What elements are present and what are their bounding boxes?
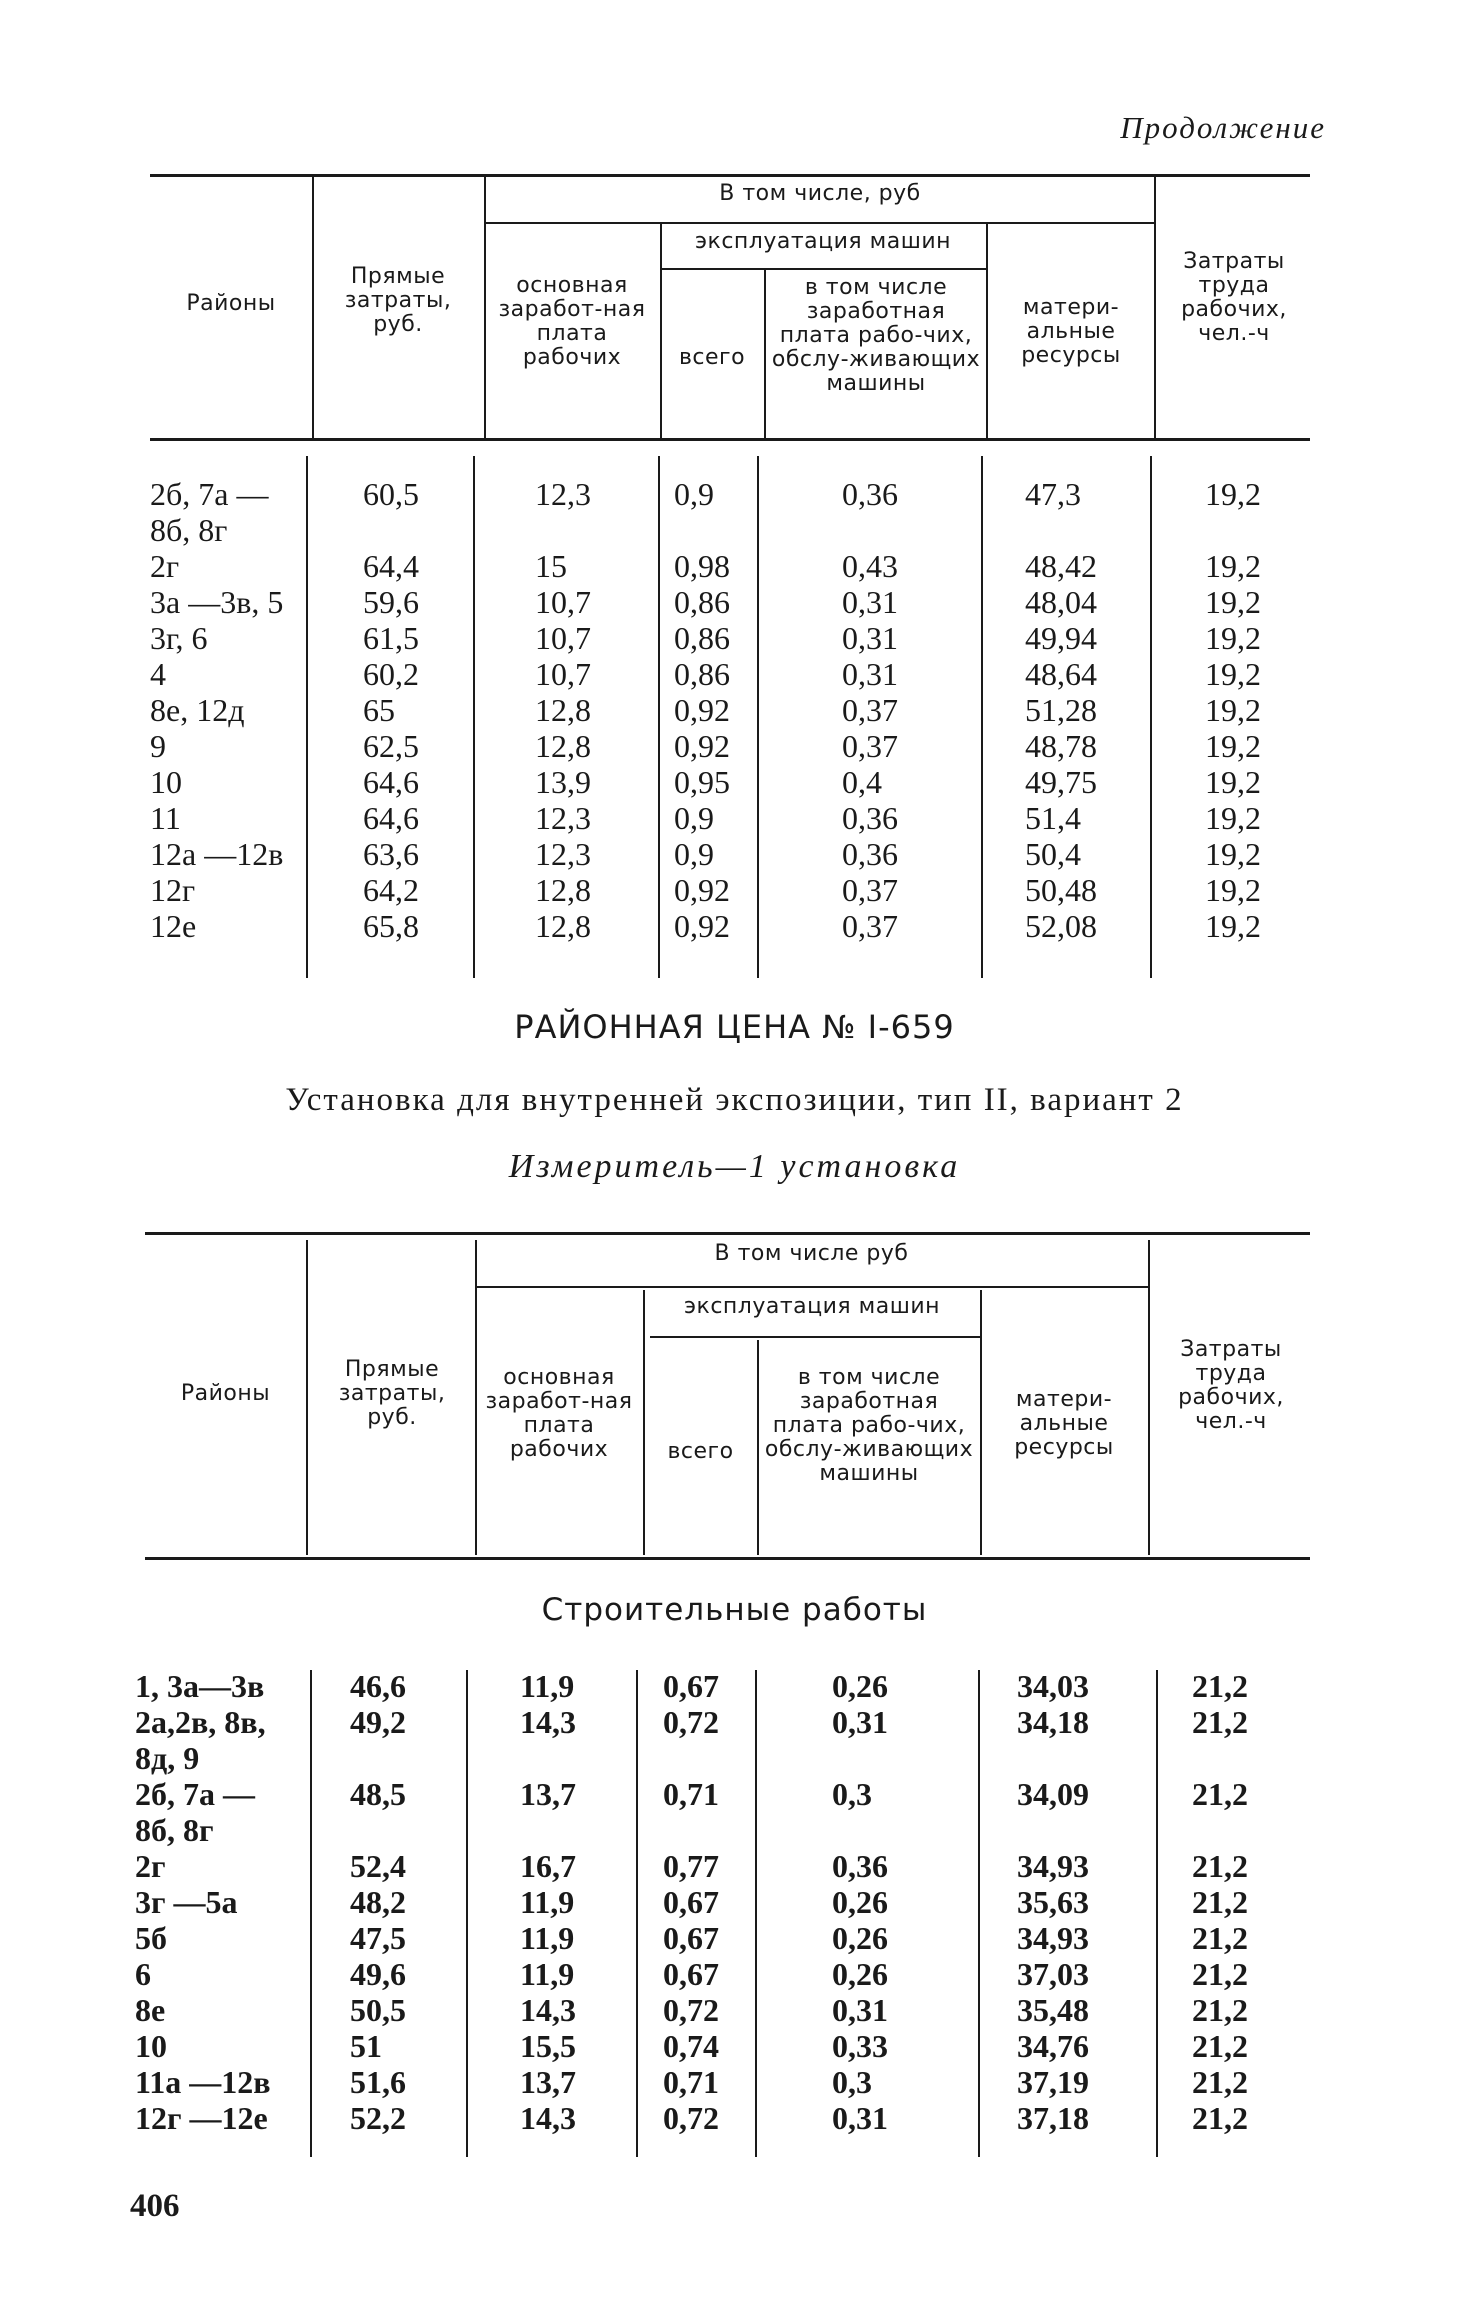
cell-machine-wage: 0,43 [842,548,898,584]
cell-wage: 13,7 [520,1776,576,1812]
cell-labor: 19,2 [1205,908,1261,944]
cell-wage: 12,3 [535,476,591,512]
cell-district: 9 [150,728,166,764]
cell-wage: 11,9 [520,1956,575,1992]
cell-materials: 34,09 [1017,1776,1089,1812]
subtitle: Установка для внутренней экспозиции, тип II, вариант 2 [285,1082,1184,1118]
cell-wage: 11,9 [520,1884,575,1920]
cell-total: 0,77 [663,1848,719,1884]
cell-direct: 63,6 [363,836,419,872]
cell-direct: 46,6 [350,1668,406,1704]
cell-wage: 10,7 [535,584,591,620]
cell-materials: 50,48 [1025,872,1097,908]
cell-direct: 52,4 [350,1848,406,1884]
header-including: В том числе, руб [719,181,921,206]
cell-materials: 34,93 [1017,1848,1089,1884]
cell-materials: 49,94 [1025,620,1097,656]
header-including: В том числе руб [714,1241,909,1266]
cell-district: 11 [150,800,181,836]
cell-total: 0,86 [674,584,730,620]
cell-wage: 15,5 [520,2028,576,2064]
cell-direct: 64,6 [363,800,419,836]
cell-district: 12г —12е [135,2100,268,2136]
cell-labor: 21,2 [1192,2100,1248,2136]
cell-total: 0,9 [674,836,714,872]
cell-labor: 19,2 [1205,800,1261,836]
cell-total: 0,92 [674,908,730,944]
header-materials: матери-альные ресурсы [1014,1387,1114,1460]
cell-district: 2г [135,1848,166,1884]
cell-machine-wage: 0,36 [842,800,898,836]
cell-wage: 11,9 [520,1920,575,1956]
cell-labor: 19,2 [1205,872,1261,908]
cell-materials: 52,08 [1025,908,1097,944]
vline [1156,1670,1158,2157]
cell-labor: 21,2 [1192,2028,1248,2064]
vline [980,1290,982,1555]
cell-materials: 37,03 [1017,1956,1089,1992]
vline [636,1670,638,2157]
cell-materials: 48,64 [1025,656,1097,692]
cell-wage: 16,7 [520,1848,576,1884]
cell-materials: 48,78 [1025,728,1097,764]
cell-total: 0,86 [674,656,730,692]
cell-machine-wage: 0,31 [832,1704,888,1740]
cell-labor: 21,2 [1192,1956,1248,1992]
cell-materials: 47,3 [1025,476,1081,512]
cell-machine-wage: 0,36 [842,476,898,512]
cell-total: 0,67 [663,1884,719,1920]
cell-labor: 19,2 [1205,476,1261,512]
cell-wage: 14,3 [520,2100,576,2136]
cell-direct: 65,8 [363,908,419,944]
cell-total: 0,9 [674,800,714,836]
cell-total: 0,95 [674,764,730,800]
table1-header-rule [150,438,1310,441]
cell-district: 3г —5а [135,1884,238,1920]
cell-wage: 12,8 [535,908,591,944]
cell-district: 2а,2в, 8в, [135,1704,266,1740]
cell-materials: 34,93 [1017,1920,1089,1956]
cell-total: 0,67 [663,1956,719,1992]
cell-direct: 51 [350,2028,382,2064]
cell-machine-wage: 0,37 [842,908,898,944]
vline [660,224,662,440]
vline [658,456,660,978]
cell-direct: 47,5 [350,1920,406,1956]
hline [475,1286,1148,1288]
cell-labor: 19,2 [1205,692,1261,728]
header-direct-costs: Прямые затраты, руб. [338,1357,446,1430]
cell-machine-wage: 0,37 [842,872,898,908]
cell-machine-wage: 0,31 [832,2100,888,2136]
header-machine-operation: эксплуатация машин [683,1294,941,1319]
cell-machine-wage: 0,3 [832,1776,872,1812]
cell-wage: 15 [535,548,567,584]
cell-wage: 13,9 [535,764,591,800]
cell-materials: 34,76 [1017,2028,1089,2064]
cell-materials: 34,18 [1017,1704,1089,1740]
cell-materials: 48,42 [1025,548,1097,584]
cell-total: 0,72 [663,1992,719,2028]
hline [660,268,986,270]
cell-district: 8е, 12д [150,692,245,728]
cell-total: 0,86 [674,620,730,656]
price-title: РАЙОННАЯ ЦЕНА № I-659 [514,1008,955,1046]
cell-direct: 50,5 [350,1992,406,2028]
cell-labor: 21,2 [1192,1920,1248,1956]
cell-machine-wage: 0,26 [832,1956,888,1992]
vline [757,456,759,978]
cell-wage: 13,7 [520,2064,576,2100]
header-including-wage: в том числе заработная плата рабо-чих, обслу-живающих машины [771,275,981,396]
cell-direct: 60,2 [363,656,419,692]
cell-direct: 61,5 [363,620,419,656]
cell-wage: 10,7 [535,620,591,656]
header-districts: Районы [186,291,276,316]
cell-wage: 12,8 [535,728,591,764]
cell-direct: 49,2 [350,1704,406,1740]
cell-direct: 64,6 [363,764,419,800]
vline [981,456,983,978]
vline [1148,1240,1150,1555]
vline [306,456,308,978]
cell-labor: 19,2 [1205,656,1261,692]
vline [978,1670,980,2157]
cell-labor: 21,2 [1192,1668,1248,1704]
cell-total: 0,72 [663,1704,719,1740]
cell-labor: 19,2 [1205,764,1261,800]
cell-materials: 34,03 [1017,1668,1089,1704]
cell-direct: 64,2 [363,872,419,908]
cell-machine-wage: 0,3 [832,2064,872,2100]
cell-district: 12е [150,908,197,944]
header-base-wage: основная заработ-ная плата рабочих [498,273,646,370]
cell-labor: 21,2 [1192,1992,1248,2028]
cell-machine-wage: 0,26 [832,1884,888,1920]
table2-header-rule [145,1557,1310,1560]
cell-machine-wage: 0,37 [842,692,898,728]
cell-machine-wage: 0,33 [832,2028,888,2064]
cell-machine-wage: 0,31 [842,620,898,656]
cell-wage: 11,9 [520,1668,575,1704]
measure: Измеритель—1 установка [508,1148,961,1185]
cell-total: 0,92 [674,692,730,728]
cell-total: 0,67 [663,1668,719,1704]
vline [757,1340,759,1555]
cell-machine-wage: 0,31 [842,656,898,692]
cell-materials: 37,19 [1017,2064,1089,2100]
header-labor: Затраты труда рабочих, чел.-ч [1178,1337,1284,1434]
vline [755,1670,757,2157]
vline [986,224,988,440]
cell-direct: 60,5 [363,476,419,512]
cell-materials: 35,63 [1017,1884,1089,1920]
cell-direct: 62,5 [363,728,419,764]
cell-direct: 48,2 [350,1884,406,1920]
vline [764,270,766,440]
vline [312,177,314,440]
cell-wage: 12,8 [535,692,591,728]
cell-materials: 51,4 [1025,800,1081,836]
section-title: Строительные работы [541,1592,928,1628]
cell-labor: 21,2 [1192,1776,1248,1812]
cell-wage: 12,8 [535,872,591,908]
page-number: 406 [130,2188,180,2224]
cell-wage: 14,3 [520,1704,576,1740]
cell-labor: 21,2 [1192,1884,1248,1920]
cell-total: 0,67 [663,1920,719,1956]
cell-district: 5б [135,1920,167,1956]
cell-labor: 19,2 [1205,584,1261,620]
cell-district: 3г, 6 [150,620,208,656]
cell-machine-wage: 0,36 [842,836,898,872]
cell-total: 0,98 [674,548,730,584]
cell-district: 11а —12в [135,2064,271,2100]
cell-direct: 59,6 [363,584,419,620]
cell-machine-wage: 0,26 [832,1668,888,1704]
cell-total: 0,74 [663,2028,719,2064]
hline [484,222,1154,224]
cell-wage: 12,3 [535,800,591,836]
cell-machine-wage: 0,37 [842,728,898,764]
vline [1150,456,1152,978]
cell-wage: 10,7 [535,656,591,692]
vline [466,1670,468,2157]
vline [643,1290,645,1555]
cell-labor: 19,2 [1205,836,1261,872]
header-base-wage: основная заработ-ная плата рабочих [485,1365,633,1462]
cell-materials: 35,48 [1017,1992,1089,2028]
vline [484,177,486,440]
vline [310,1670,312,2157]
cell-labor: 19,2 [1205,728,1261,764]
cell-direct: 48,5 [350,1776,406,1812]
cell-total: 0,71 [663,1776,719,1812]
cell-district: 3а —3в, 5 [150,584,284,620]
header-districts: Районы [180,1381,271,1406]
header-including-wage: в том числе заработная плата рабо-чих, обслу-живающих машины [764,1365,974,1486]
vline [306,1240,308,1555]
vline [1154,177,1156,440]
cell-total: 0,9 [674,476,714,512]
cell-machine-wage: 0,36 [832,1848,888,1884]
cell-wage: 12,3 [535,836,591,872]
cell-machine-wage: 0,31 [832,1992,888,2028]
cell-total: 0,71 [663,2064,719,2100]
cell-total: 0,72 [663,2100,719,2136]
cell-materials: 51,28 [1025,692,1097,728]
cell-labor: 21,2 [1192,1848,1248,1884]
cell-wage: 14,3 [520,1992,576,2028]
cell-labor: 21,2 [1192,1704,1248,1740]
header-total: всего [667,1439,734,1464]
header-total: всего [678,345,746,370]
cell-labor: 19,2 [1205,548,1261,584]
cell-total: 0,92 [674,728,730,764]
header-materials: матери-альные ресурсы [1021,295,1121,368]
cell-district: 12а —12в [150,836,284,872]
header-direct-costs: Прямые затраты, руб. [344,264,452,337]
header-labor: Затраты труда рабочих, чел.-ч [1181,249,1287,346]
cell-district: 2б, 7а — [150,476,269,512]
cell-machine-wage: 0,26 [832,1920,888,1956]
cell-district: 2б, 7а — [135,1776,255,1812]
cell-district-cont: 8д, 9 [135,1740,200,1776]
cell-machine-wage: 0,31 [842,584,898,620]
cell-materials: 50,4 [1025,836,1081,872]
cell-direct: 49,6 [350,1956,406,1992]
cell-district: 8е [135,1992,166,2028]
continued-label: Продолжение [1120,110,1326,145]
table2-top-rule [145,1232,1310,1235]
cell-materials: 49,75 [1025,764,1097,800]
hline [650,1336,980,1338]
cell-district-cont: 8б, 8г [135,1812,214,1848]
cell-direct: 51,6 [350,2064,406,2100]
cell-district: 2г [150,548,180,584]
header-machine-operation: эксплуатация машин [694,229,952,254]
cell-district-cont: 8б, 8г [150,512,228,548]
cell-direct: 65 [363,692,395,728]
cell-total: 0,92 [674,872,730,908]
cell-labor: 19,2 [1205,620,1261,656]
cell-district: 6 [135,1956,151,1992]
table1-top-rule [150,174,1310,177]
cell-materials: 37,18 [1017,2100,1089,2136]
cell-district: 4 [150,656,166,692]
cell-district: 1, 3а—3в [135,1668,265,1704]
cell-direct: 64,4 [363,548,419,584]
cell-district: 10 [135,2028,167,2064]
cell-district: 10 [150,764,182,800]
cell-machine-wage: 0,4 [842,764,882,800]
cell-materials: 48,04 [1025,584,1097,620]
cell-district: 12г [150,872,196,908]
cell-direct: 52,2 [350,2100,406,2136]
cell-labor: 21,2 [1192,2064,1248,2100]
vline [473,456,475,978]
